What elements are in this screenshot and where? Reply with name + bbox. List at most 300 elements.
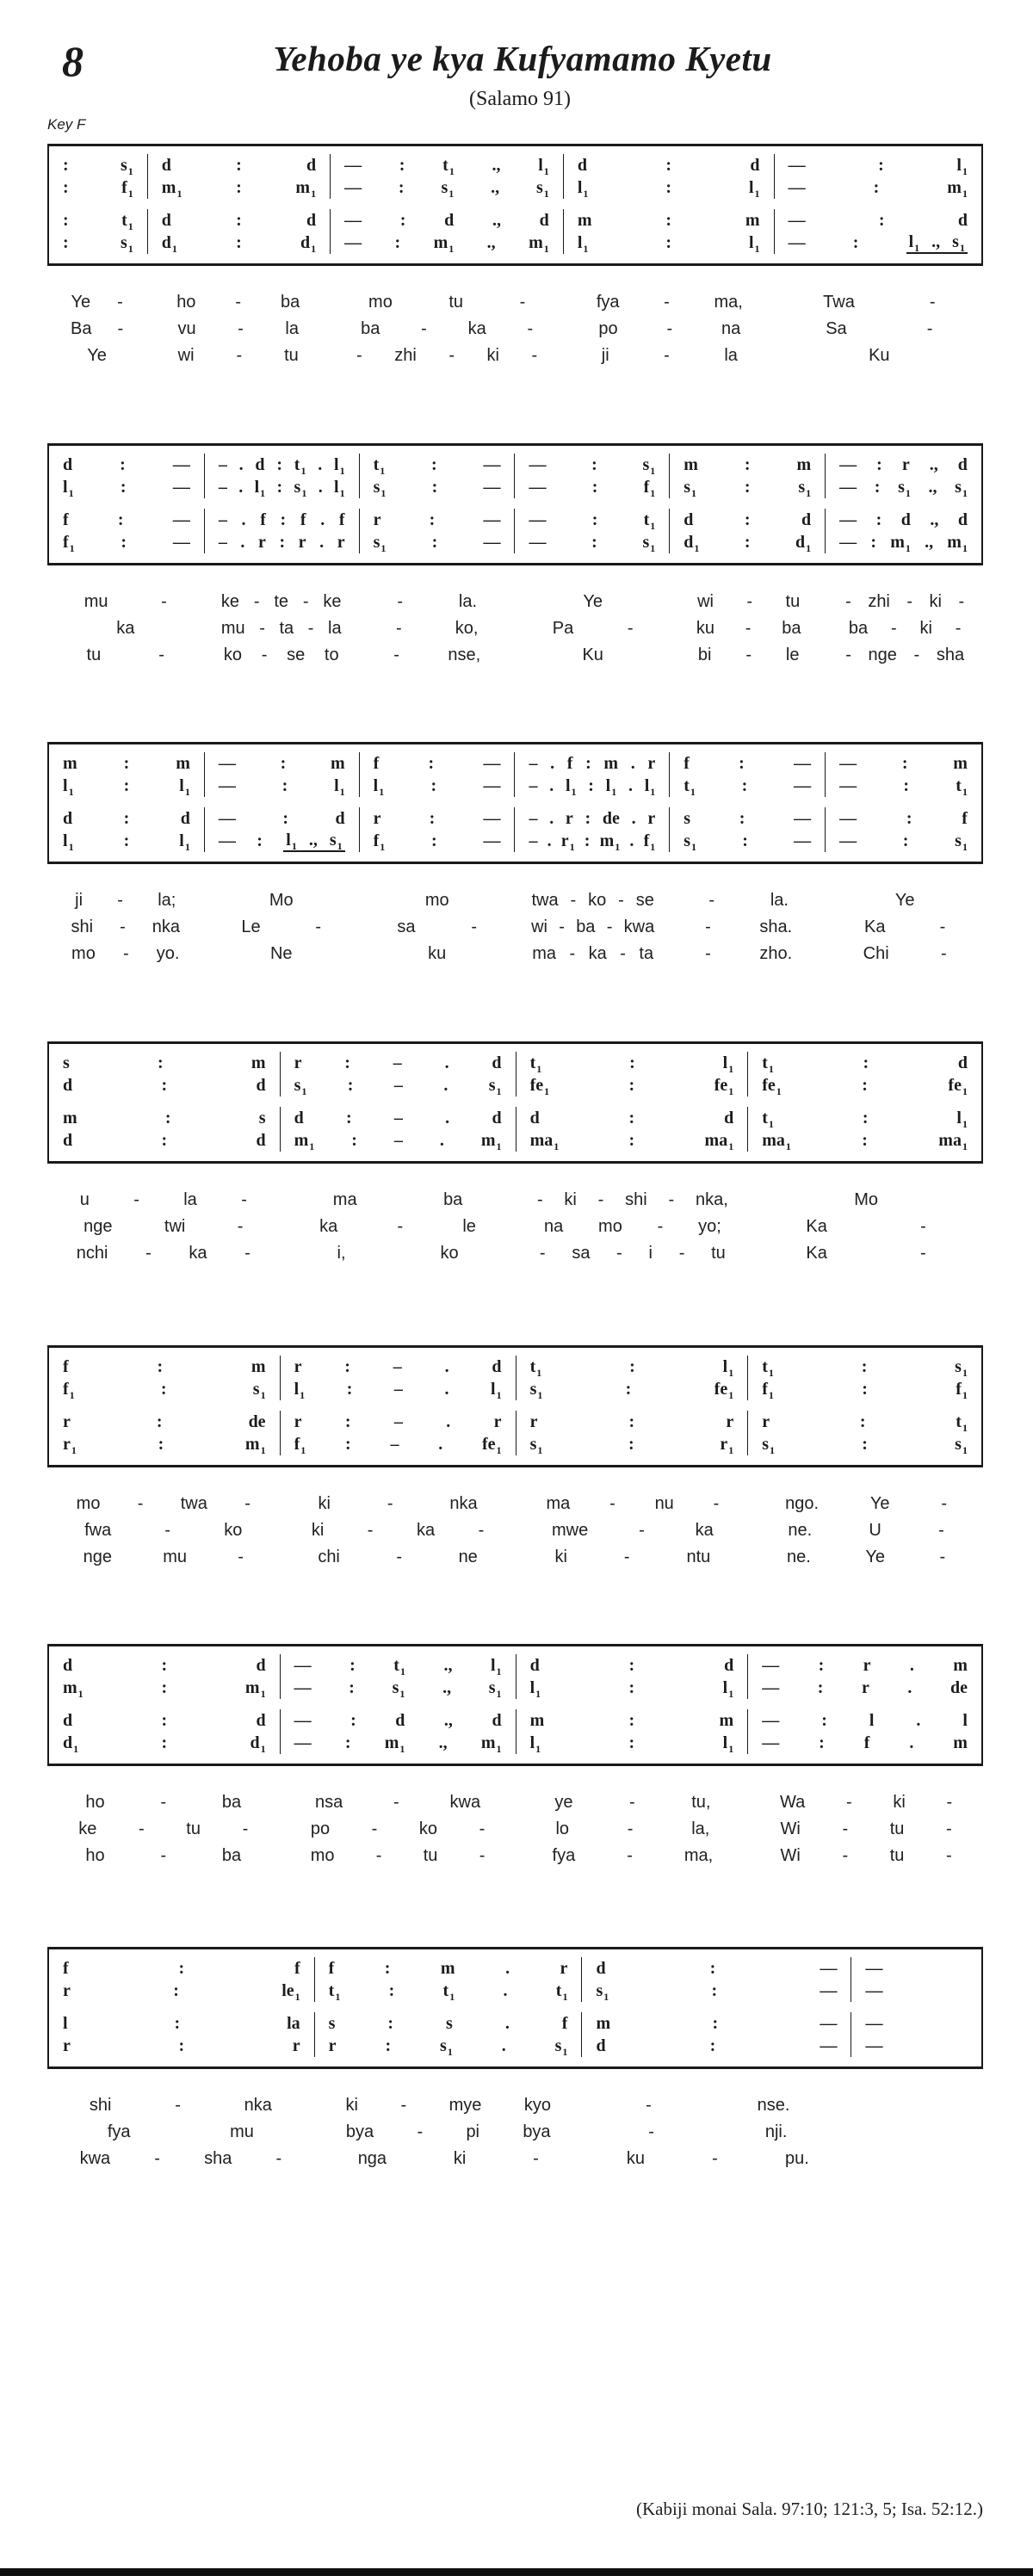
solfa-token: : — [709, 1958, 716, 1978]
solfa-token: $s_1$ — [252, 1379, 266, 1400]
solfa-token: — — [483, 477, 501, 497]
syllable-hyphen: - — [236, 346, 243, 365]
slur-underline-group — [283, 831, 344, 852]
solfa-token: — — [788, 177, 806, 197]
syllable-hyphen: - — [133, 1190, 139, 1209]
solfa-token: d — [395, 1710, 405, 1730]
syllable-hyphen: - — [356, 346, 362, 365]
solfa-token: – — [393, 1053, 402, 1072]
lyric-syllable: fya — [107, 2122, 131, 2141]
solfa-token: d — [63, 808, 73, 828]
solfa-token: — — [344, 210, 362, 230]
solfa-token: : — [120, 454, 126, 474]
solfa-token: $f_1$ — [294, 1434, 306, 1455]
solfa-token: $s_1$ — [554, 2035, 568, 2057]
solfa-token: : — [120, 477, 127, 497]
lyric-cell — [826, 887, 983, 914]
solfa-token: : — [161, 1710, 168, 1730]
solfa-token: r — [493, 1412, 502, 1431]
octave-subscript: 1 — [583, 187, 589, 199]
solfa-token: r — [292, 2035, 300, 2055]
solfa-token: $t_1$ — [684, 775, 696, 797]
solfa-token: d — [750, 155, 760, 175]
solfa-token: d — [492, 1356, 502, 1376]
lyric-cell — [564, 316, 776, 343]
measure — [775, 209, 981, 232]
solfa-token: $l_1$ — [373, 775, 385, 797]
lyric-syllable: nge — [868, 646, 897, 664]
solfa-token: : — [429, 510, 436, 529]
octave-subscript: 1 — [611, 785, 617, 797]
measure — [748, 1052, 981, 1074]
lyric-syllable: ji — [601, 346, 609, 365]
slur-underline-group — [906, 232, 968, 254]
solfa-token: $m_1$ — [384, 1733, 405, 1754]
solfa-token: $f_1$ — [373, 831, 386, 852]
solfa-token: — — [529, 477, 547, 497]
solfa-token: $l_1$ — [63, 477, 74, 498]
lyric-syllable: Le — [241, 917, 261, 936]
measure — [670, 509, 826, 531]
lyric-syllable: ba — [782, 619, 801, 638]
lyric-syllable: mu — [220, 619, 245, 638]
solfa-token: : — [629, 1356, 635, 1376]
solfa-token: $t_1$ — [529, 1053, 542, 1074]
octave-subscript: 1 — [754, 242, 760, 254]
lyric-line-verse-1 — [47, 887, 983, 914]
syllable-hyphen: - — [705, 944, 711, 963]
solfa-token: : — [384, 1958, 391, 1978]
solfa-token: : — [63, 177, 69, 197]
solfa-token: — — [483, 510, 501, 529]
solfa-token: r — [63, 2035, 71, 2055]
octave-subscript: 1 — [260, 1388, 266, 1400]
solfa-token: $s_1$ — [684, 477, 697, 498]
solfa-token: — — [839, 775, 857, 795]
solfa-token: : — [742, 831, 748, 850]
solfa-token: : — [665, 210, 672, 230]
octave-subscript: 1 — [768, 1366, 774, 1378]
voice-row-alto — [49, 775, 981, 797]
solfa-token: — — [294, 1733, 312, 1752]
solfa-token: : — [709, 2035, 716, 2055]
octave-subscript: 1 — [583, 242, 589, 254]
lyric-syllable: ne — [458, 1547, 478, 1566]
solfa-token: : — [584, 831, 591, 850]
solfa-token: – — [393, 1379, 403, 1399]
solfa-token: $l_1$ — [908, 232, 920, 254]
lyric-cell — [515, 887, 670, 914]
measure — [516, 1709, 749, 1732]
solfa-token: $s_1$ — [642, 454, 656, 476]
lyric-line-verse-1 — [47, 1789, 983, 1816]
lyric-syllable: nka — [244, 2096, 272, 2115]
solfa-token: $s_1$ — [798, 477, 812, 498]
syllable-hyphen: - — [160, 1793, 167, 1812]
solfa-token: $l_1$ — [722, 1053, 734, 1074]
octave-subscript: 1 — [496, 1388, 502, 1400]
solfa-token: d — [957, 454, 968, 474]
solfa-token: m — [596, 2013, 611, 2033]
lyric-syllable: vu — [177, 319, 196, 338]
solfa-token: $ma_1$ — [529, 1130, 560, 1152]
lyric-cell — [516, 1816, 750, 1843]
solfa-grid — [47, 443, 983, 565]
solfa-token: : — [173, 1980, 179, 2000]
syllable-hyphen: - — [705, 917, 711, 936]
lyric-syllable: ntu — [686, 1547, 711, 1566]
lyric-cell — [204, 589, 359, 615]
measure — [49, 752, 205, 775]
solfa-token: : — [628, 1434, 634, 1454]
solfa-token: . — [443, 1075, 448, 1095]
measure — [748, 1074, 981, 1096]
octave-subscript: 1 — [650, 541, 656, 553]
solfa-token: . — [505, 1958, 510, 1978]
solfa-token: $t_1$ — [529, 1356, 542, 1378]
syllable-hyphen: - — [145, 1244, 152, 1263]
measure — [281, 1129, 516, 1152]
syllable-hyphen: - — [261, 646, 268, 664]
lyric-cell — [280, 1789, 516, 1816]
octave-subscript: 1 — [448, 242, 455, 254]
solfa-token: $l_1$ — [334, 454, 345, 476]
solfa-token: $l_1$ — [722, 1733, 734, 1754]
solfa-token: – — [218, 532, 227, 552]
solfa-token: $s_1$ — [684, 831, 697, 852]
measure — [205, 509, 360, 531]
syllable-hyphen: - — [137, 1494, 144, 1513]
solfa-grid — [47, 1947, 983, 2069]
syllable-hyphen: - — [519, 293, 526, 312]
measure — [315, 1980, 583, 2002]
solfa-token: ., — [486, 232, 496, 252]
measure — [516, 1654, 749, 1677]
syllable-hyphen: - — [471, 917, 478, 936]
lyric-syllable: ba — [443, 1190, 463, 1209]
solfa-token: $r_1$ — [560, 831, 575, 852]
lyric-syllable: ba — [281, 293, 300, 312]
syllable-hyphen: - — [845, 592, 851, 611]
octave-subscript: 1 — [496, 1665, 502, 1677]
solfa-token: $r_1$ — [720, 1434, 734, 1455]
lyric-cell — [749, 1789, 983, 1816]
measure — [360, 509, 516, 531]
lyric-cell — [749, 1816, 983, 1843]
solfa-token: $t_1$ — [121, 210, 133, 232]
solfa-token: : — [628, 1412, 635, 1431]
lyric-syllable: ma — [546, 1494, 571, 1513]
lyric-syllable: ko — [223, 646, 242, 664]
solfa-token: $s_1$ — [955, 1356, 968, 1378]
solfa-token: $l_1$ — [748, 177, 760, 199]
measure — [748, 1433, 981, 1455]
solfa-token: d — [63, 1075, 73, 1095]
voice-row-soprano — [49, 1957, 981, 1980]
solfa-token: – — [218, 477, 227, 497]
solfa-token: . — [909, 1655, 914, 1675]
lyric-syllable: mo — [368, 293, 393, 312]
solfa-token: : — [739, 808, 745, 828]
solfa-token: s — [258, 1108, 266, 1127]
solfa-token: d — [63, 1130, 73, 1150]
octave-subscript: 1 — [768, 1117, 774, 1129]
solfa-token: : — [591, 532, 597, 552]
solfa-token: : — [902, 831, 909, 850]
solfa-token: de — [949, 1677, 968, 1697]
solfa-token: m — [684, 454, 698, 474]
measure — [205, 531, 360, 553]
measure — [281, 1074, 516, 1096]
octave-subscript: 1 — [260, 1443, 266, 1455]
solfa-token: — — [344, 155, 362, 175]
solfa-token: $l_1$ — [294, 1379, 306, 1400]
lyric-syllable: mu — [84, 592, 108, 611]
measure — [281, 1709, 516, 1732]
lyric-cell — [47, 589, 204, 615]
lyric-syllable: Ye — [71, 293, 91, 312]
syllable-hyphen: - — [371, 1819, 378, 1838]
solfa-token: $m_1$ — [480, 1130, 502, 1152]
lyric-cell — [280, 1843, 516, 1869]
solfa-token: — — [788, 155, 806, 175]
solfa-token: f — [300, 510, 306, 529]
octave-subscript: 1 — [311, 187, 317, 199]
measure — [564, 154, 775, 176]
lyric-cell — [280, 1816, 516, 1843]
lyric-cell — [516, 1544, 750, 1571]
solfa-token: . — [319, 532, 325, 552]
measure — [775, 154, 981, 176]
solfa-token: ., — [929, 454, 938, 474]
solfa-token: : — [161, 1075, 168, 1095]
octave-subscript: 1 — [905, 486, 911, 498]
lyric-syllable: la, — [691, 1819, 710, 1838]
solfa-token: d — [596, 2035, 606, 2055]
lyric-line-verse-2 — [47, 1214, 983, 1240]
solfa-token: — — [820, 2035, 838, 2055]
solfa-grid — [47, 742, 983, 864]
solfa-token: : — [431, 477, 438, 497]
lyric-syllable: nchi — [76, 1244, 108, 1263]
syllable-hyphen: - — [913, 646, 920, 664]
solfa-token: — — [820, 1958, 838, 1978]
lyric-syllable: po — [598, 319, 618, 338]
solfa-token: — — [788, 210, 806, 230]
syllable-hyphen: - — [244, 1244, 251, 1263]
octave-subscript: 1 — [690, 785, 696, 797]
solfa-token: r — [565, 808, 573, 828]
lyric-syllable: Twa — [823, 293, 855, 312]
solfa-token: l — [869, 1710, 875, 1730]
solfa-token: ., — [491, 177, 500, 197]
syllable-hyphen: - — [609, 1494, 615, 1513]
solfa-token: — — [865, 2013, 883, 2033]
hymn-system-3 — [47, 742, 983, 967]
solfa-token: d — [577, 155, 587, 175]
solfa-token: — — [529, 510, 547, 529]
solfa-token: : — [281, 775, 288, 795]
solfa-token: : — [236, 177, 242, 197]
syllable-hyphen: - — [664, 293, 670, 312]
voice-row-bass — [49, 1433, 981, 1455]
syllable-hyphen: - — [597, 1190, 604, 1209]
lyric-cell — [47, 914, 204, 941]
measure — [49, 1052, 281, 1074]
solfa-token: d — [684, 510, 694, 529]
solfa-grid — [47, 144, 983, 266]
solfa-token: . — [547, 831, 552, 850]
measure — [49, 176, 148, 199]
measure — [748, 1677, 981, 1699]
voice-row-bass — [49, 531, 981, 553]
lyric-syllable: ngo. — [785, 1494, 820, 1513]
lyric-syllable: bya — [345, 2122, 374, 2141]
solfa-token: : — [276, 477, 283, 497]
solfa-token: — — [483, 808, 501, 828]
solfa-token: f — [63, 1958, 69, 1978]
lyric-syllable: Mo — [854, 1190, 878, 1209]
solfa-token: : — [350, 1710, 356, 1730]
lyric-cell — [671, 941, 827, 967]
lyric-cell — [515, 642, 670, 669]
lyric-syllable: ki — [554, 1547, 567, 1566]
solfa-token: — — [794, 831, 812, 850]
solfa-token: : — [665, 232, 672, 252]
octave-subscript: 1 — [294, 1990, 300, 2002]
lyric-line-verse-2 — [47, 914, 983, 941]
syllable-hyphen: - — [938, 1521, 944, 1540]
hymn-title: Yehoba ye kya Kufyamamo Kyetu — [273, 39, 772, 78]
solfa-token: : — [174, 2013, 181, 2033]
solfa-token: : — [665, 155, 672, 175]
syllable-hyphen: - — [175, 2096, 181, 2115]
solfa-token: . — [909, 1733, 914, 1752]
solfa-token: — — [865, 2035, 883, 2055]
solfa-token: d — [335, 808, 345, 828]
syllable-hyphen: - — [154, 2149, 160, 2168]
lyric-syllable: na — [543, 1217, 564, 1236]
lyric-cell — [146, 316, 330, 343]
solfa-token: — — [839, 532, 857, 552]
lyric-syllable: ke — [220, 592, 240, 611]
measure — [360, 807, 516, 830]
solfa-token: r — [298, 532, 306, 552]
solfa-token: . — [916, 1710, 921, 1730]
syllable-hyphen: - — [920, 1217, 926, 1236]
solfa-token: $t_1$ — [762, 1053, 774, 1074]
octave-subscript: 1 — [962, 785, 968, 797]
solfa-token: $l_1$ — [491, 1379, 502, 1400]
octave-subscript: 1 — [399, 1687, 405, 1699]
voice-row-tenor — [49, 807, 981, 830]
solfa-token: : — [874, 477, 881, 497]
lyric-cell — [314, 2119, 583, 2146]
solfa-token: $ma_1$ — [704, 1130, 734, 1152]
solfa-token: r — [63, 1980, 71, 2000]
measure — [49, 1356, 281, 1378]
solfa-token: $ma_1$ — [938, 1130, 968, 1152]
lyric-syllable: zhi — [394, 346, 417, 365]
lyric-syllable: chi — [318, 1547, 340, 1566]
syllable-hyphen: - — [668, 1190, 675, 1209]
solfa-token: $l_1$ — [538, 155, 549, 176]
lyric-syllable: ji — [75, 891, 84, 910]
syllable-hyphen: - — [845, 646, 851, 664]
solfa-token: de — [602, 808, 620, 828]
measure — [360, 454, 516, 476]
syllable-hyphen: - — [375, 1846, 382, 1865]
solfa-token: : — [819, 1733, 825, 1752]
solfa-token: : — [117, 510, 124, 529]
solfa-token: $m_1$ — [433, 232, 455, 254]
solfa-token: $s_1$ — [488, 1677, 502, 1699]
lyric-syllable: sha — [936, 646, 965, 664]
solfa-token: : — [591, 454, 597, 474]
lyric-line-verse-3 — [47, 343, 983, 369]
lyric-syllable: U — [869, 1521, 881, 1540]
solfa-token: — — [839, 808, 857, 828]
solfa-token: : — [591, 477, 598, 497]
solfa-token: $s_1$ — [488, 1075, 502, 1096]
solfa-token: f — [684, 753, 690, 773]
solfa-token: f — [566, 753, 573, 773]
measure — [49, 509, 205, 531]
solfa-token: d — [539, 210, 549, 230]
lyric-syllable: pu. — [784, 2149, 809, 2168]
octave-subscript: 1 — [449, 1990, 455, 2002]
measure — [515, 775, 670, 797]
octave-subscript: 1 — [785, 1140, 791, 1152]
solfa-token: : — [123, 775, 130, 795]
solfa-token: — — [344, 177, 362, 197]
syllable-hyphen: - — [161, 592, 167, 611]
lyric-syllable: ka — [588, 944, 607, 963]
lyric-syllable: ba — [848, 619, 869, 638]
solfa-token: . — [438, 1434, 443, 1454]
solfa-token: — — [218, 831, 236, 850]
lyric-syllable: ka — [319, 1217, 338, 1236]
voice-row-tenor — [49, 1107, 981, 1129]
lyric-syllable: ku — [428, 944, 447, 963]
syllable-hyphen: - — [678, 1244, 685, 1263]
octave-subscript: 1 — [496, 1742, 502, 1754]
lyric-syllable: nge — [83, 1547, 112, 1566]
syllable-hyphen: - — [400, 2096, 407, 2115]
solfa-token: : — [157, 1356, 164, 1376]
lyric-cell — [826, 642, 983, 669]
solfa-token: : — [399, 155, 405, 175]
solfa-token: — — [172, 510, 190, 529]
solfa-token: m — [176, 753, 190, 773]
solfa-token: : — [123, 753, 130, 773]
solfa-token: — — [794, 753, 812, 773]
solfa-token: f — [962, 808, 968, 828]
lyrics-block — [47, 2092, 983, 2172]
voice-row-soprano — [49, 454, 981, 476]
measure — [515, 476, 670, 498]
syllable-hyphen: - — [920, 1244, 926, 1263]
solfa-token: : — [344, 1733, 351, 1752]
octave-subscript: 1 — [71, 1443, 77, 1455]
octave-subscript: 1 — [496, 1140, 502, 1152]
solfa-token: m — [330, 753, 345, 773]
lyric-syllable: mo — [71, 944, 96, 963]
solfa-token: f — [328, 1958, 335, 1978]
syllable-hyphen: - — [395, 619, 402, 638]
solfa-token: $s_1$ — [955, 477, 968, 498]
lyrics-block — [47, 289, 983, 369]
